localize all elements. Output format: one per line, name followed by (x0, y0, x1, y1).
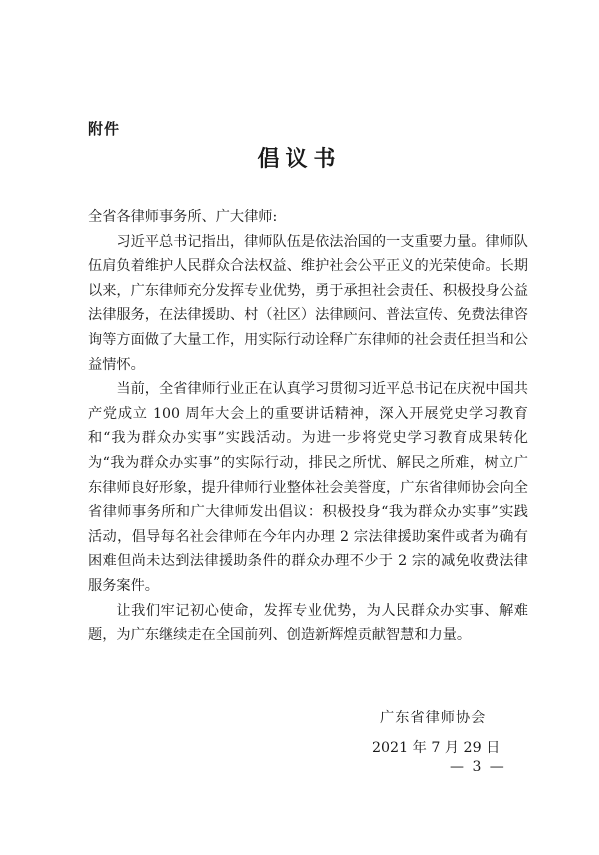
document-body (88, 205, 528, 648)
page-number: — 3 — (450, 759, 506, 775)
salutation: 全省各律师事务所、广大律师: (88, 209, 278, 225)
paragraph-2: 当前，全省律师行业正在认真学习贯彻习近平总书记在庆祝中国共产党成立 100 周年大会上的重要讲话精神，深入开展党史学习教育和“我为群众办实事”实践活动。为进一步将党史学习教育成果转化为“我为群众办实事”的实际行动，排民之所忧、解民之所难，树立广东律师良好形象，提升律师行业整体社会美誉度，广东省律师协会向全省律师事务所和广大律师发出倡议：积极投身“我为群众办实事”实践活动，倡导每名社会律师在今年内办理 2 宗法律援助案件或者为确有困难但尚未达到法律援助条件的群众办理不少于 2 宗的减免收费法律服务案件。 (88, 381, 528, 594)
paragraph-3: 让我们牢记初心使命，发挥专业优势，为人民群众办实事、解难题，为广东继续走在全国前列、创造新辉煌贡献智慧和力量。 (88, 602, 528, 644)
paragraph-1: 习近平总书记指出，律师队伍是依法治国的一支重要力量。律师队伍肩负着维护人民群众合法权益、维护社会公平正义的光荣使命。长期以来，广东律师充分发挥专业优势，勇于承担社会责任、积极投身公益法律服务，在法律援助、村（社区）法律顾问、普法宣传、免费法律咨询等方面做了大量工作，用实际行动诠释广东律师的社会责任担当和公益情怀。 (88, 233, 528, 373)
document-title: 倡议书 (257, 146, 342, 172)
signature-organization: 广东省律师协会 (380, 710, 487, 726)
attachment-label: 附件 (88, 120, 121, 138)
signature-date: 2021 年 7 月 29 日 (372, 740, 501, 756)
